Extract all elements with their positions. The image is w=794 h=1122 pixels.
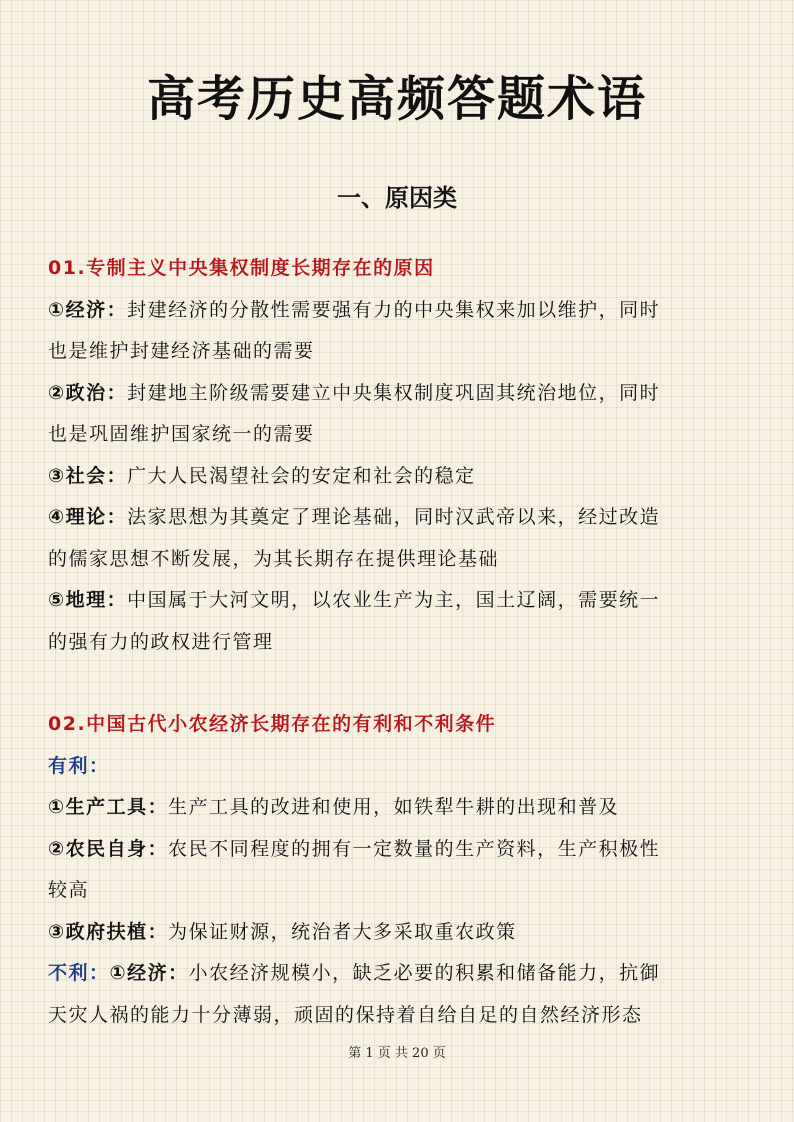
question-2: [48, 704, 748, 1036]
q1-item-politics-cont: 也是巩固维护国家统一的需要: [48, 423, 315, 445]
item-label: ⑤地理：: [48, 589, 128, 611]
q1-item-society: [48, 456, 748, 498]
q1-item-geography: [48, 580, 748, 622]
question-1: [48, 248, 748, 663]
item-text: 小农经济规模小，缺乏必要的积累和储备能力，抗御: [188, 962, 661, 984]
item-label: ①生产工具：: [48, 796, 169, 818]
page-number: 第 1 页 共 20 页: [348, 1046, 446, 1061]
item-label: ④理论：: [48, 506, 128, 528]
item-text: 为保证财源，统治者大多采取重农政策: [168, 920, 517, 943]
item-text: 封建地主阶级需要建立中央集权制度巩固其统治地位，同时: [127, 381, 661, 404]
q2-unfavorable-economy-cont: 天灾人祸的能力十分薄弱，顽固的保持着自给自足的自然经济形态: [48, 1003, 643, 1026]
q2-favorable-tools: [48, 787, 748, 829]
document-title: 高考历史高频答题术语: [146, 71, 647, 127]
q2-favorable-government: [48, 912, 748, 954]
item-label: ①经济：: [109, 962, 189, 984]
item-label: ①经济：: [48, 298, 128, 321]
q1-item-politics: [48, 373, 748, 415]
q2-favorable-farmers-cont: 较高: [48, 879, 90, 901]
item-label: ②农民自身：: [48, 837, 169, 860]
item-text: 封建经济的分散性需要强有力的中央集权来加以维护，同时: [127, 298, 661, 321]
item-text: 农民不同程度的拥有一定数量的生产资料，生产积极性: [168, 837, 661, 860]
q1-item-economy: [48, 290, 748, 332]
item-text: 生产工具的改进和使用，如铁犁牛耕的出现和普及: [168, 796, 620, 818]
item-text: 中国属于大河文明，以农业生产为主，国土辽阔，需要统一: [127, 589, 661, 611]
item-text: 法家思想为其奠定了理论基础，同时汉武帝以来，经过改造: [127, 506, 661, 528]
item-label: ③政府扶植：: [48, 920, 169, 943]
item-text: 广大人民渴望社会的安定和社会的稳定: [127, 464, 476, 487]
section-title: 一、原因类: [337, 184, 457, 212]
question-1-heading: 01.专制主义中央集权制度长期存在的原因: [48, 257, 435, 279]
favorable-label: 有利：: [48, 754, 110, 777]
q2-unfavorable-economy: [48, 953, 748, 995]
question-2-heading: 02.中国古代小农经济长期存在的有利和不利条件: [48, 713, 497, 735]
q2-favorable-farmers: [48, 829, 748, 871]
q1-item-theory-cont: 的儒家思想不断发展，为其长期存在提供理论基础: [48, 547, 500, 570]
q1-item-economy-cont: 也是维护封建经济基础的需要: [48, 340, 315, 362]
unfavorable-label: 不利：: [48, 962, 110, 984]
item-label: ③社会：: [48, 464, 128, 487]
item-label: ②政治：: [48, 381, 128, 404]
q1-item-theory: [48, 497, 748, 539]
q1-item-geography-cont: 的强有力的政权进行管理: [48, 630, 274, 653]
